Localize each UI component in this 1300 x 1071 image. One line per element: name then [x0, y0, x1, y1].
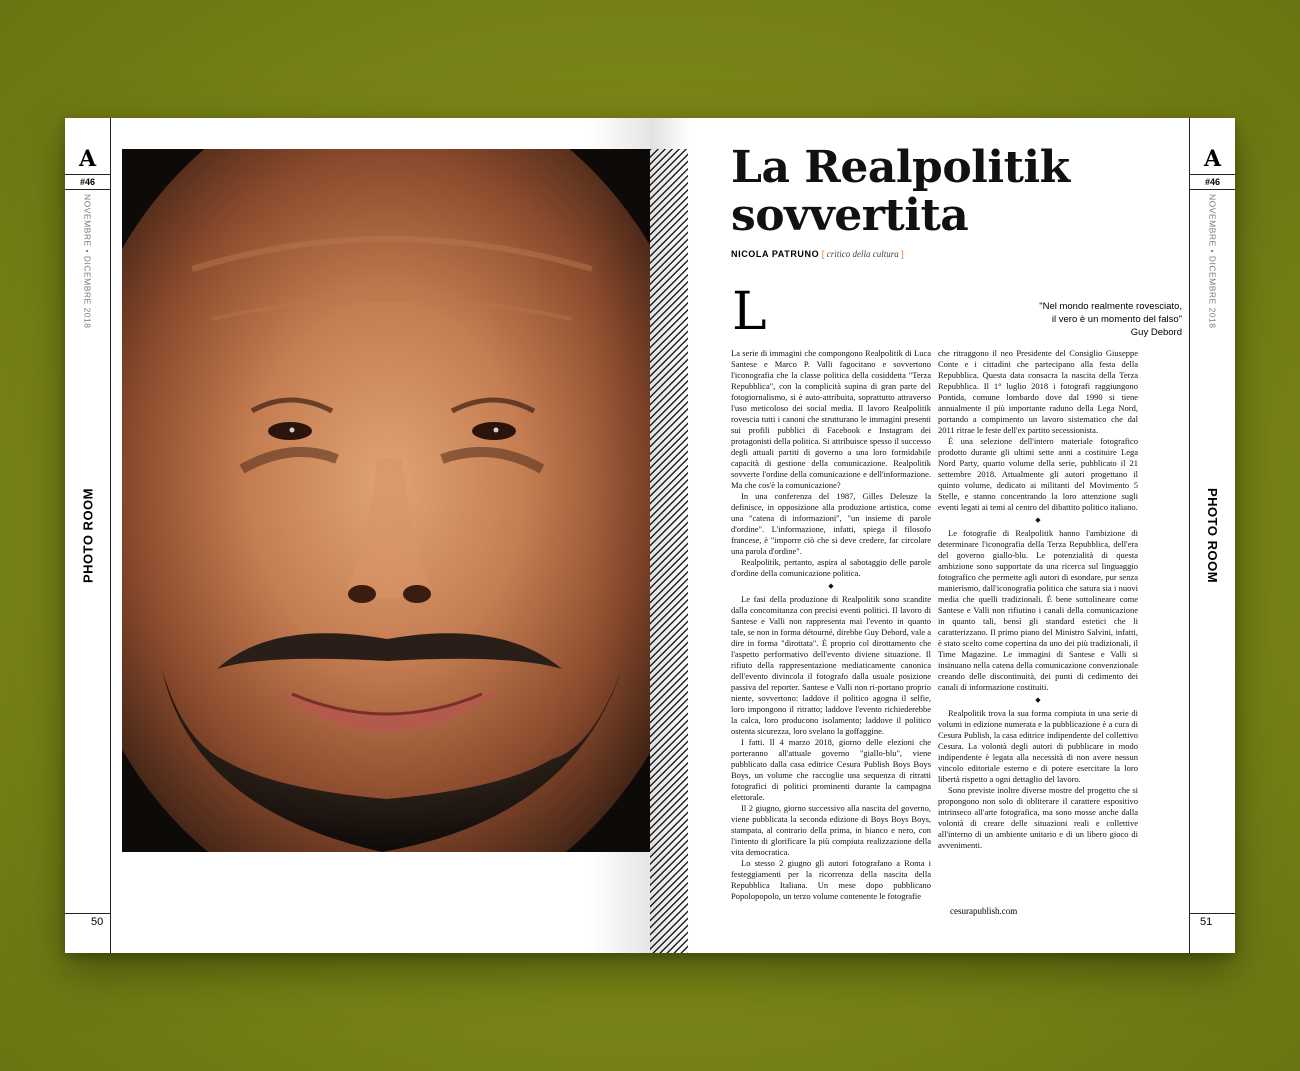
drop-cap: L — [732, 282, 767, 342]
issue-date: NOVEMBRE • DICEMBRE 2018 — [1207, 194, 1218, 329]
folio-rule — [65, 913, 110, 914]
paragraph: La serie di immagini che compongono Realpolitik di Luca Santese e Marco P. Valli fagocitano e sovvertono l'iconografia che la classe politica della cosiddetta "Terza Repubblica", con la complicità supina di gran parte del fotogiornalismo, si è auto-attribuita, soprattutto attraverso l'uso meticoloso dei social media. Il lavoro Realpolitik rovescia tutti i canoni che strutturano le immagini presenti sui profili pubblici di Facebook e Instagram dei protagonisti della politica. Si attribuisce spesso il successo degli attuali partiti di governo a una loro formidabile capacità di gestione della comunicazione. Realpolitik sovverte l'ordine della comunicazione e dell'informazione. Ma che cos'è la comunicazione? — [731, 348, 931, 490]
page-number: 51 — [1200, 916, 1213, 928]
author-name: NICOLA PATRUNO — [731, 249, 820, 259]
issue-date: NOVEMBRE • DICEMBRE 2018 — [82, 194, 93, 329]
paragraph: Il 2 giugno, giorno successivo alla nascita del governo, viene pubblicata la seconda edizione di Boys Boys Boys, stampata, al contrario della prima, in bianco e nero, con l'intento di glorificare la più compiuta realizzazione della vita democratica. — [731, 803, 931, 857]
quote-author: Guy Debord — [1130, 327, 1182, 338]
title-line-2: sovvertita — [731, 190, 969, 241]
paragraph: I fatti. Il 4 marzo 2018, giorno delle elezioni che porteranno all'attuale governo "giallo-blu", viene pubblicato dalla casa editrice Cesura Publish Boys Boys Boys, un volume che raccoglie una sequenza di ritratti fotografici di politici prominenti durante la campagna elettorale. — [731, 737, 931, 802]
right-margin-rail — [1189, 118, 1235, 953]
section-title: PHOTO ROOM — [80, 488, 95, 584]
paragraph: Le fotografie di Realpolitik hanno l'ambizione di determinare l'iconografia della Terza Repubblica, dell'era del governo giallo-blu. Le potenzialità di questa ambizione sono supportate da una ricerca sul linguaggio fotografico che permette agli autori di esondare, pur senza manierismo, dall'iconografia politica che satura sia i nuovi media che quelli tradizionali. È bene sottolineare come Santese e Valli non rifiutino i canali della comunicazione in quanto tali, bensì gli standard estetici che li caratterizzano. Il primo piano del Ministro Salvini, infatti, è stato scelto come copertina da uno dei più tradizionali, il Time Magazine. Le immagini di Santese e Valli si insinuano nella catena della comunicazione convenzionale creando delle discontinuità, dei punti di cedimento dei canali di informazione costituiti. — [938, 528, 1138, 692]
paragraph: Realpolitik, pertanto, aspira al sabotaggio delle parole d'ordine della comunicazione politica. — [731, 557, 931, 578]
text-column-1 — [731, 348, 931, 902]
section-separator: ◆ — [1035, 516, 1041, 524]
left-margin-rail — [65, 118, 111, 953]
section-title: PHOTO ROOM — [1205, 488, 1220, 584]
byline — [731, 249, 904, 259]
magazine-logo: A — [1203, 146, 1222, 172]
portrait-photo — [122, 149, 650, 852]
paragraph: Lo stesso 2 giugno gli autori fotografano a Roma i festeggiamenti per la ricorrenza della nascita della Repubblica Italiana. Un mese dopo pubblicano Popolopopolo, un terzo volume contenente le fotografie — [731, 858, 931, 901]
folio-rule — [1190, 913, 1235, 914]
right-page — [650, 118, 1235, 953]
paragraph: È una selezione dell'intero materiale fotografico prodotto durante gli ultimi sette anni a costituire Lega Nord Party, quarto volume della serie, pubblicato il 21 settembre 2018. Attualmente gli autori progettano il quinto volume, dedicato ai militanti del Movimento 5 Stelle, e stanno concentrando la loro attenzione sugli eventi legati ai temi al centro del dibattito politico italiano. — [938, 436, 1138, 512]
page-number: 50 — [91, 916, 104, 928]
left-page — [65, 118, 650, 953]
text-column-2 — [938, 348, 1138, 851]
article-title — [731, 144, 1070, 240]
epigraph-quote — [1010, 300, 1182, 339]
paragraph: Le fasi della produzione di Realpolitik sono scandite dalla concomitanza con precisi eventi politici. Il lavoro di Santese e Valli non rappresenta mai l'evento in quanto tale, se non in forma détourné, direbbe Guy Debord, vale a dire in forma "dirottata". È proprio col dirottamento che l'aspetto performativo dell'evento diviene situazione. Il rifiuto della rappresentazione mediaticamente canonica dell'evento divincola il fotografo dalla usuale posizione passiva del reporter. Santese e Valli non ri-portano proprio niente, sovvertono: laddove il politico agogna il selfie, loro impongono il ritratto; laddove l'evento richiederebbe la calca, loro producono isolamento; laddove il politico ostenta sicurezza, loro svelano la goffaggine. — [731, 594, 931, 736]
title-line-1: La Realpolitik — [731, 142, 1070, 193]
paragraph: Sono previste inoltre diverse mostre del progetto che si propongono non solo di obliterare il carattere espositivo intrinseco all'arte fotografica, ma sono mosse anche dalla volontà di creare delle situazioni reali e collettive all'interno di un ambiente unitario e di un libero gioco di avvenimenti. — [938, 785, 1138, 850]
issue-number: #46 — [1190, 174, 1235, 190]
author-role: critico della cultura — [826, 249, 899, 259]
paragraph: In una conferenza del 1987, Gilles Deleuze la definisce, in opposizione alla produzione artistica, come una "catena di informazioni", "un insieme di parole d'ordine". L'informazione, infatti, spiega il filosofo francese, è "imporre ciò che si deve credere, far circolare una parola d'ordine". — [731, 491, 931, 556]
paragraph: che ritraggono il neo Presidente del Consiglio Giuseppe Conte e i cittadini che partecipano alla festa della Repubblica. Questa data consacra la nascita della Terza Repubblica. Il 1° luglio 2018 i fotografi raggiungono Pontida, comune lombardo dove dal 1990 si tiene annualmente il più importante raduno della Lega Nord, portando a compimento un lavoro sistematico che dal 2011 ritrae le feste dell'ex partito secessionista. — [938, 348, 1138, 435]
section-separator: ◆ — [828, 582, 834, 590]
magazine-spread — [65, 118, 1235, 953]
bracket-open: [ — [821, 249, 825, 259]
issue-number: #46 — [65, 174, 110, 190]
section-separator: ◆ — [1035, 696, 1041, 704]
hatched-strip — [650, 149, 688, 953]
quote-line-1: "Nel mondo realmente rovesciato, — [1039, 301, 1182, 312]
quote-line-2: il vero è un momento del falso" — [1051, 314, 1182, 325]
paragraph: Realpolitik trova la sua forma compiuta in una serie di volumi in edizione numerata e la pubblicazione è a cura di Cesura Publish, la casa editrice indipendente del collettivo Cesura. La volontà degli autori di pubblicare in modo indipendente è legata alla necessità di non avere nessun vincolo editoriale esterno e di potere esercitare la loro libertà rispetto a ogni dettaglio del lavoro. — [938, 708, 1138, 784]
magazine-logo: A — [78, 146, 97, 172]
bracket-close: ] — [901, 249, 904, 259]
website-link[interactable]: cesurapublish.com — [950, 906, 1018, 916]
